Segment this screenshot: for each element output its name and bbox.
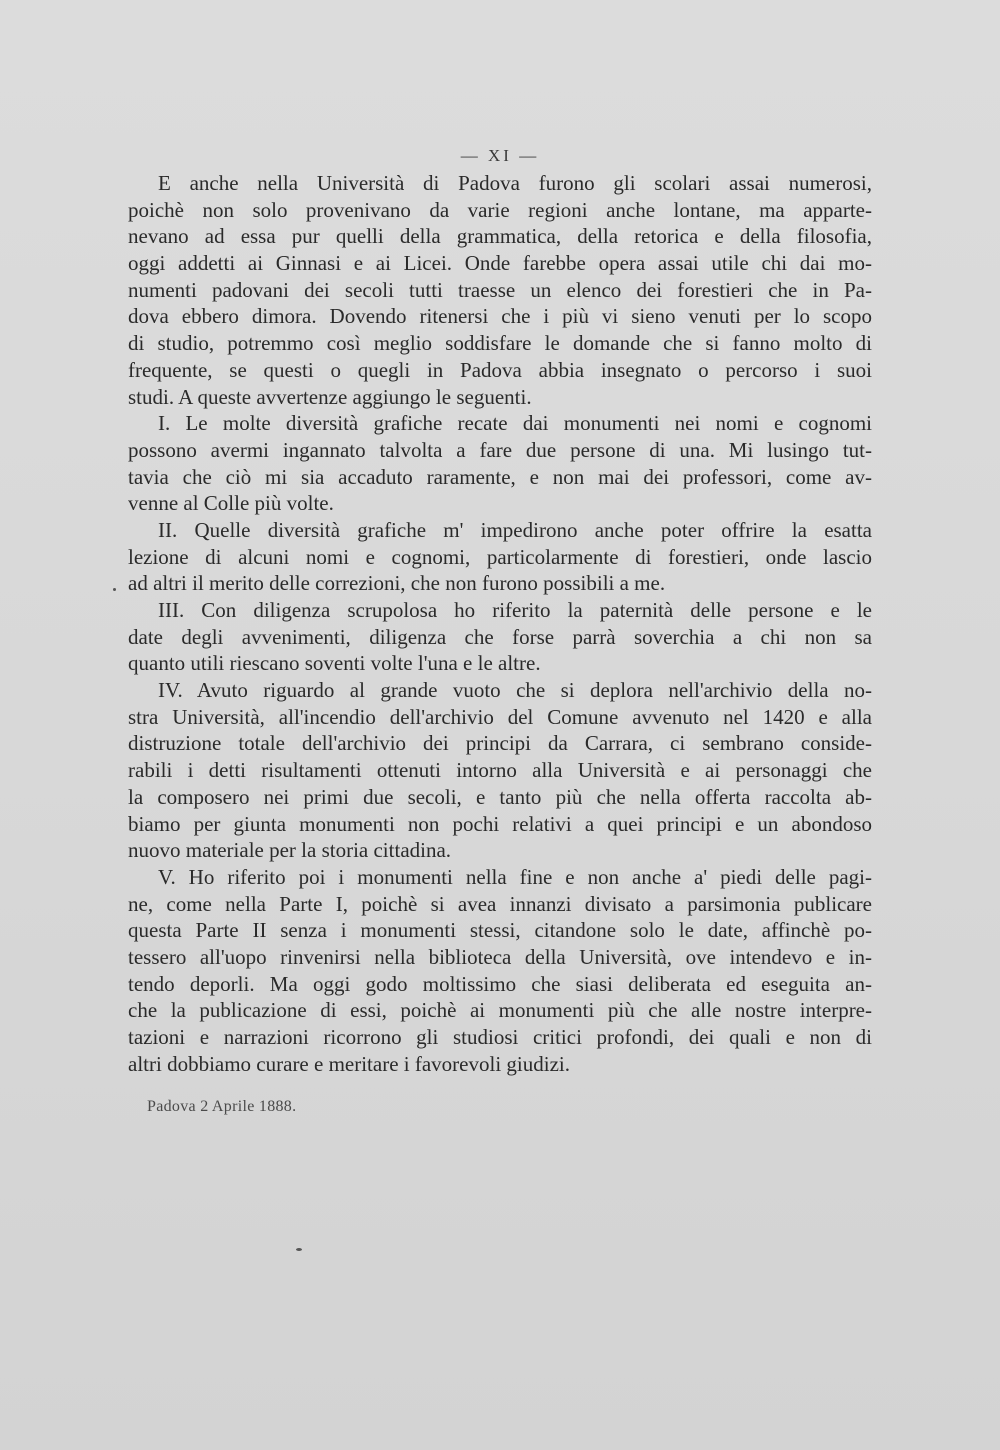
text-line: IV. Avuto riguardo al grande vuoto che si deplora nell'archivio della no- [158, 678, 872, 703]
text-line: ad altri il merito delle correzioni, che non furono possibili a me. [128, 571, 666, 596]
page-number: — XI — [460, 146, 540, 165]
text-line: tendo deporli. Ma oggi godo moltissimo che siasi deliberata ed eseguita an- [128, 971, 872, 996]
paper-speck [296, 1248, 302, 1251]
text-line: oggi addetti ai Ginnasi e ai Licei. Onde farebbe opera assai utile chi dai mo- [128, 251, 872, 276]
text-line: ne, come nella Parte I, poichè si avea innanzi divisato a parsimonia publicare [128, 891, 872, 916]
text-line: di studio, potremmo così meglio soddisfare le domande che si fanno molto di [128, 331, 872, 356]
paper-speck [113, 588, 116, 591]
text-line: lezione di alcuni nomi e cognomi, particolarmente di forestieri, onde lascio [128, 544, 872, 569]
text-line: II. Quelle diversità grafiche m' impedirono anche poter offrire la esatta [158, 517, 872, 542]
text-line: questa Parte II senza i monumenti stessi, citandone solo le date, affinchè po- [128, 918, 872, 943]
text-line: stra Università, all'incendio dell'archivio del Comune avvenuto nel 1420 e alla [128, 704, 872, 729]
text-line: numenti padovani dei secoli tutti traesse un elenco dei forestieri che in Pa- [128, 277, 872, 302]
text-line: la composero nei primi due secoli, e tanto più che nella offerta raccolta ab- [128, 784, 872, 809]
text-line: distruzione totale dell'archivio dei principi da Carrara, ci sembrano conside- [128, 731, 872, 756]
text-line: tessero all'uopo rinvenirsi nella biblioteca della Università, ove intendevo e in- [128, 944, 872, 969]
text-line: che la publicazione di essi, poichè ai monumenti più che alle nostre interpre- [128, 998, 872, 1023]
text-line: III. Con diligenza scrupolosa ho riferito la paternità delle persone e le [158, 598, 872, 622]
text-line: biamo per giunta monumenti non pochi relativi a quei principi e un abondoso [128, 811, 872, 836]
text-line: dova ebbero dimora. Dovendo ritenersi che i più vi sieno venuti per lo scopo [128, 304, 872, 329]
text-line: quanto utili riescano soventi volte l'una e le altre. [128, 651, 541, 676]
text-line: venne al Colle più volte. [128, 491, 334, 516]
text-line: tavia che ciò mi sia accaduto raramente, e non mai dei professori, come av- [128, 464, 872, 489]
text-line: frequente, se questi o quegli in Padova abbia insegnato o percorso i suoi [128, 357, 872, 382]
text-line: E anche nella Università di Padova furono gli scolari assai numerosi, [158, 171, 872, 195]
text-line: possono avermi ingannato talvolta a fare due persone di una. Mi lusingo tut- [128, 437, 872, 462]
body-text [128, 170, 872, 1077]
text-line: studi. A queste avvertenze aggiungo le seguenti. [128, 384, 532, 409]
text-line: date degli avvenimenti, diligenza che forse parrà soverchia a chi non sa [128, 624, 872, 649]
text-line: nevano ad essa pur quelli della grammatica, della retorica e della filosofia, [128, 224, 872, 249]
place-date-signature: Padova 2 Aprile 1888. [147, 1098, 297, 1115]
text-line: tazioni e narrazioni ricorrono gli studiosi critici profondi, dei quali e non di [128, 1025, 872, 1049]
text-line: I. Le molte diversità grafiche recate dai monumenti nei nomi e cognomi [158, 411, 872, 436]
text-line: V. Ho riferito poi i monumenti nella fine e non anche a' piedi delle pagi- [158, 864, 872, 889]
text-line: rabili i detti risultamenti ottenuti intorno alla Università e ai personaggi che [128, 758, 872, 783]
text-line: poichè non solo provenivano da varie regioni anche lontane, ma apparte- [128, 197, 872, 222]
text-line: nuovo materiale per la storia cittadina. [128, 838, 452, 863]
text-line: altri dobbiamo curare e meritare i favorevoli giudizi. [128, 1051, 570, 1076]
